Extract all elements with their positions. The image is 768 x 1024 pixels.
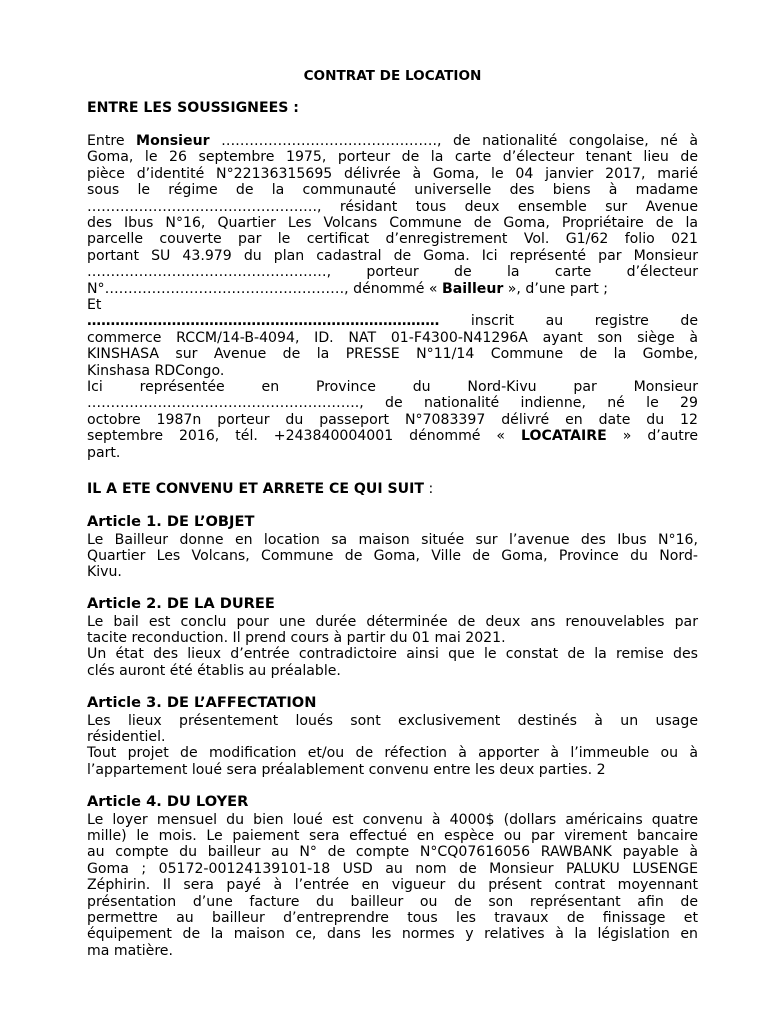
agreement-suffix: : xyxy=(423,481,434,497)
article-heading: Article 1. DE L’OBJET xyxy=(87,513,255,530)
parties-line xyxy=(87,149,698,166)
parties-line xyxy=(87,133,698,150)
parties-line xyxy=(87,363,698,380)
text-segment: parcelle couverte par le certificat d’enregistrement Vol. G1/62 folio 021 xyxy=(87,231,698,248)
article-text-line: Zéphirin. Il sera payé à l’entrée en vigueur du présent contrat moyennant xyxy=(87,877,698,894)
parties-line xyxy=(87,330,698,347)
text-segment: Kinshasa RDCongo. xyxy=(87,362,225,379)
text-segment: septembre 2016, tél. +243840004001 dénommé « xyxy=(87,428,522,445)
article-text-line: Un état des lieux d’entrée contradictoire ainsi que le constat de la remise des xyxy=(87,646,698,663)
article-heading: Article 4. DU LOYER xyxy=(87,793,249,810)
article-text-line: résidentiel. xyxy=(87,728,166,745)
bold-text: LOCATAIRE xyxy=(521,428,607,445)
text-segment: KINSHASA sur Avenue de la PRESSE N°11/14 Commune de la Gombe, xyxy=(87,346,698,363)
text-segment: ………………………………………., de nationalité congolaise, né à xyxy=(209,133,698,149)
text-segment: N°……………………………………………, dénommé « xyxy=(87,280,443,297)
text-segment: portant SU 43.979 du plan cadastral de Goma. Ici représenté par Monsieur xyxy=(87,247,698,264)
text-segment: ……………………………………………, porteur de la carte d’électeur xyxy=(87,264,698,281)
text-segment: Et xyxy=(87,297,102,313)
agreement-text: IL A ETE CONVENU ET ARRETE CE QUI SUIT xyxy=(87,481,424,497)
parties-line xyxy=(87,231,698,248)
article-text-line: Quartier Les Volcans, Commune de Goma, Ville de Goma, Province du Nord- xyxy=(87,547,698,564)
article-text-line: Le Bailleur donne en location sa maison située sur l’avenue des Ibus N°16, xyxy=(87,531,698,548)
article-text-line: présentation d’une facture du bailleur ou de son représentant afin de xyxy=(87,893,698,910)
text-segment: octobre 1987n porteur du passeport N°7083397 délivré en date du 12 xyxy=(87,411,698,428)
text-segment: Entre xyxy=(87,133,137,149)
article-text-line: Tout projet de modification et/ou de réfection à apporter à l’immeuble ou à xyxy=(87,745,698,762)
text-segment: Goma, le 26 septembre 1975, porteur de la carte d’électeur tenant lieu de xyxy=(87,149,698,166)
article-text-line: équipement de la maison ce, dans les normes y relatives à la législation en xyxy=(87,926,698,943)
article-text-line: Goma ; 05172-00124139101-18 USD au nom de Monsieur PALUKU LUSENGE xyxy=(87,860,698,877)
article-text-line: clés auront été établis au préalable. xyxy=(87,662,341,679)
parties-line xyxy=(87,428,698,445)
text-segment: », d’une part ; xyxy=(503,280,608,297)
parties-line xyxy=(87,281,698,298)
parties-line xyxy=(87,297,698,314)
parties-line xyxy=(87,264,698,281)
parties-line xyxy=(87,379,698,396)
parties-line xyxy=(87,395,698,412)
article-text-line: permettre au bailleur d’entreprendre tous les travaux de finissage et xyxy=(87,909,698,926)
article-text-line: ma matière. xyxy=(87,942,173,959)
article-text-line: Les lieux présentement loués sont exclusivement destinés à un usage xyxy=(87,712,698,729)
parties-line xyxy=(87,346,698,363)
text-segment: …………………………………………., résidant tous deux ensemble sur Avenue xyxy=(87,198,698,215)
text-segment: Ici représentée en Province du Nord-Kivu par Monsieur xyxy=(87,379,698,395)
parties-line xyxy=(87,215,698,232)
bold-text: ………………………………………………………………… xyxy=(87,313,440,330)
parties-line xyxy=(87,182,698,199)
article-heading: Article 3. DE L’AFFECTATION xyxy=(87,694,317,711)
text-segment: …………………………………………………., de nationalité indienne, né le 29 xyxy=(87,395,698,412)
article-text-line: Le bail est conclu pour une durée déterminée de deux ans renouvelables par xyxy=(87,613,698,630)
text-segment: des Ibus N°16, Quartier Les Volcans Commune de Goma, Propriétaire de la xyxy=(87,215,698,231)
parties-line xyxy=(87,412,698,429)
text-segment: sous le régime de la communauté universelle des biens à madame xyxy=(87,182,698,199)
text-segment: pièce d’identité N°22136315695 délivrée à Goma, le 04 janvier 2017, marié xyxy=(87,165,698,182)
parties-line xyxy=(87,248,698,265)
document-title: CONTRAT DE LOCATION xyxy=(303,68,482,84)
article-text-line: l’appartement loué sera préalablement convenu entre les deux parties. 2 xyxy=(87,761,606,778)
text-segment: » d’autre xyxy=(606,428,698,445)
text-segment: commerce RCCM/14-B-4094, ID. NAT 01-F4300-N41296A ayant son siège à xyxy=(87,329,698,346)
article-text-line: Kivu. xyxy=(87,564,122,581)
article-text-line: mille) le mois. Le paiement sera effectué en espèce ou par virement bancaire xyxy=(87,827,698,844)
agreement-line xyxy=(87,481,698,498)
bold-text: Bailleur xyxy=(442,280,504,297)
article-text-line: tacite reconduction. Il prend cours à partir du 01 mai 2021. xyxy=(87,629,506,646)
text-segment: part. xyxy=(87,444,121,461)
parties-line xyxy=(87,445,698,462)
bold-text: Monsieur xyxy=(136,133,210,149)
parties-heading: ENTRE LES SOUSSIGNEES : xyxy=(87,100,299,116)
parties-line xyxy=(87,313,698,330)
article-text-line: au compte du bailleur au N° de compte N°CQ07616056 RAWBANK payable à xyxy=(87,844,698,861)
article-heading: Article 2. DE LA DUREE xyxy=(87,595,275,612)
text-segment: inscrit au registre de xyxy=(439,313,698,330)
parties-line xyxy=(87,166,698,183)
parties-line xyxy=(87,199,698,216)
article-text-line: Le loyer mensuel du bien loué est convenu à 4000$ (dollars américains quatre xyxy=(87,811,698,828)
